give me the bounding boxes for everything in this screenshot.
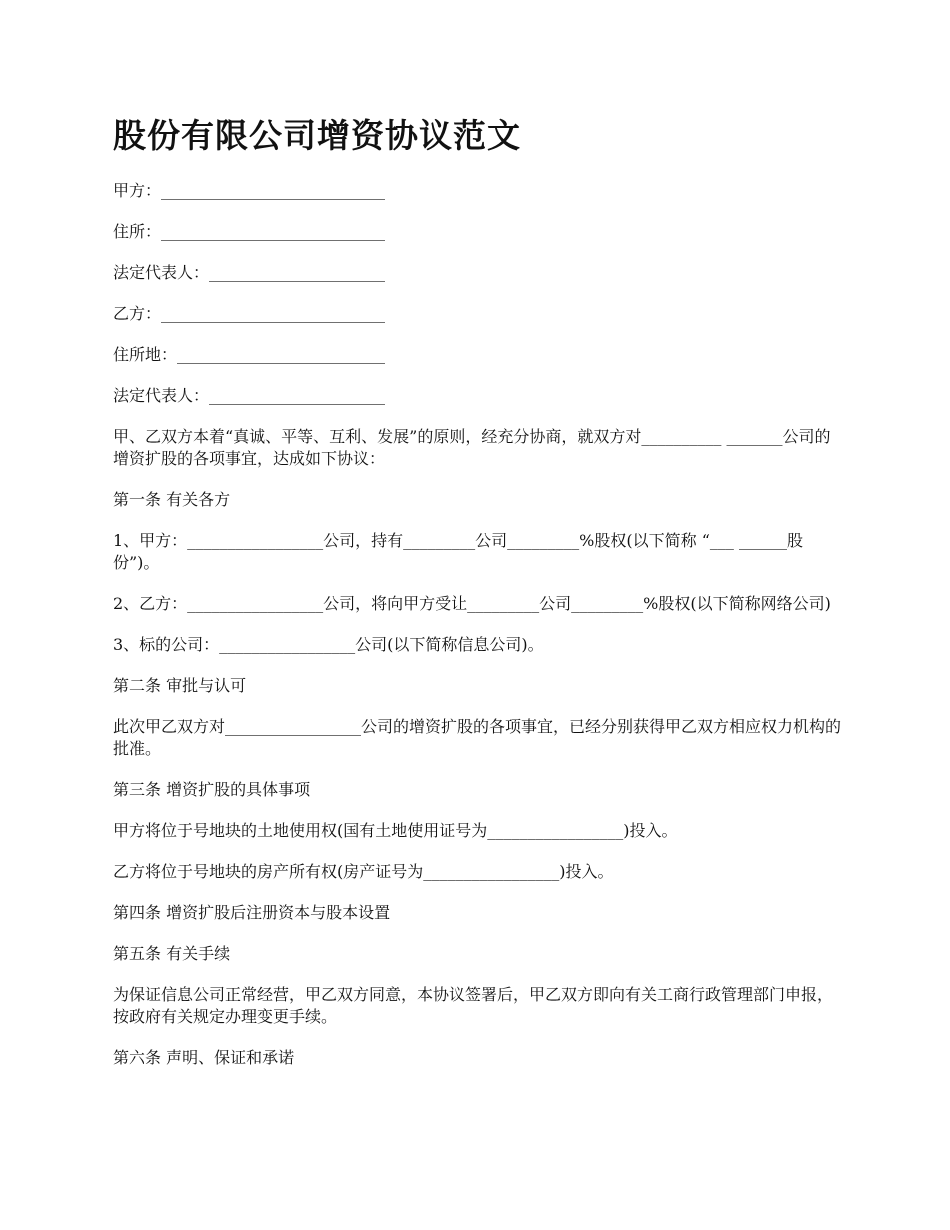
party-a-address-field: 住所：____________________________ [113, 222, 386, 241]
article-1-item-2: 2、乙方：_________________公司，将向甲方受让_________公司_________%股权(以下简称网络公司) [113, 594, 831, 613]
document-title: 股份有限公司增资协议范文 [113, 116, 521, 155]
document-page [113, 112, 843, 1088]
article-5-title: 第五条 有关手续 [113, 944, 231, 963]
article-1-item-3: 3、标的公司：_________________公司(以下简称信息公司)。 [113, 635, 544, 654]
intro-paragraph: 甲、乙双方本着“真诚、平等、互利、发展”的原则，经充分协商，就双方对__________ _______公司的增资扩股的各项事宜，达成如下协议： [113, 427, 831, 468]
article-4-title: 第四条 增资扩股后注册资本与股本设置 [113, 903, 391, 922]
party-b-address-field: 住所地：__________________________ [113, 345, 386, 364]
party-a-field: 甲方：____________________________ [113, 181, 386, 200]
article-2-paragraph: 此次甲乙双方对_________________公司的增资扩股的各项事宜，已经分别获得甲乙双方相应权力机构的批准。 [113, 717, 842, 758]
article-6-title: 第六条 声明、保证和承诺 [113, 1048, 295, 1067]
article-2-title: 第二条 审批与认可 [113, 676, 247, 695]
article-3-paragraph-1: 甲方将位于号地块的土地使用权(国有土地使用证号为_________________)投入。 [113, 821, 678, 840]
article-3-paragraph-2: 乙方将位于号地块的房产所有权(房产证号为_________________)投入。 [113, 862, 614, 881]
article-1-title: 第一条 有关各方 [113, 490, 231, 509]
party-b-field: 乙方：____________________________ [113, 304, 386, 323]
article-1-item-1: 1、甲方：_________________公司，持有_________公司_________%股权(以下简称 “___ ______股份”)。 [113, 531, 803, 572]
article-5-paragraph: 为保证信息公司正常经营，甲乙双方同意，本协议签署后，甲乙双方即向有关工商行政管理部门申报，按政府有关规定办理变更手续。 [113, 985, 834, 1026]
party-b-representative-field: 法定代表人：______________________ [113, 386, 386, 405]
article-3-title: 第三条 增资扩股的具体事项 [113, 780, 311, 799]
party-a-representative-field: 法定代表人：______________________ [113, 263, 386, 282]
